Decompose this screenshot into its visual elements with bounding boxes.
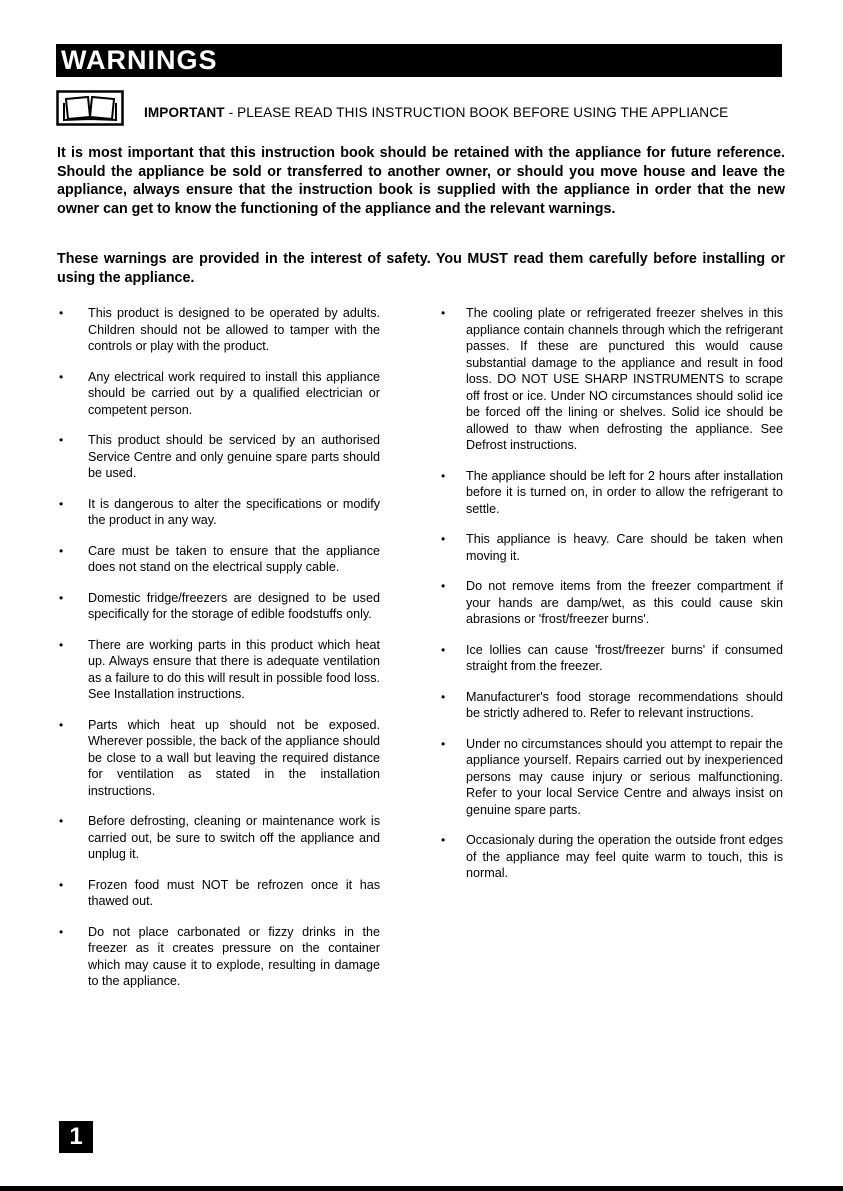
bullet-icon: • (441, 306, 446, 320)
bullet-icon: • (441, 468, 446, 483)
intro-paragraph: It is most important that this instruction book should be retained with the appliance for future reference. Should the appliance be sold or transferred to another owner, or should you move house and leave the appliance, always ensure that the instruction book is supplied with the appliance in order that the new owner can get to know the functioning of the appliance and the relevant warnings. (57, 145, 785, 217)
bullet-icon: • (59, 369, 64, 384)
safety-paragraph: These warnings are provided in the interest of safety. You MUST read them carefully before installing or using the appliance. (57, 251, 785, 286)
warnings-right-column (440, 305, 783, 896)
bullet-icon: • (441, 579, 446, 593)
warning-item (58, 637, 380, 703)
bullet-icon: • (59, 924, 64, 939)
warning-item (58, 432, 380, 482)
warning-item (58, 305, 380, 355)
warning-text: Manufacturer's food storage recommendations should be strictly adhered to. Refer to relevant instructions. (466, 689, 783, 720)
warning-text: Any electrical work required to install this appliance should be carried out by a qualified electrician or competent person. (88, 369, 380, 417)
warning-item (58, 877, 380, 910)
bullet-icon: • (441, 532, 446, 546)
warning-text: There are working parts in this product which heat up. Always ensure that there is adequate ventilation as a failure to do this will result in possible food loss. See Installation instructions. (88, 637, 380, 701)
warnings-banner (56, 44, 782, 77)
warnings-left-column (58, 305, 380, 1004)
warning-item (58, 590, 380, 623)
warning-item (440, 736, 783, 819)
bottom-rule (0, 1186, 843, 1191)
bullet-icon: • (441, 689, 446, 704)
bullet-icon: • (59, 814, 64, 828)
bullet-icon: • (59, 496, 64, 511)
bullet-icon: • (59, 717, 64, 732)
important-line (144, 105, 728, 120)
important-label: IMPORTANT (144, 105, 225, 120)
warning-item (58, 543, 380, 576)
important-notice (56, 90, 796, 126)
warning-item (58, 813, 380, 863)
warning-text: Care must be taken to ensure that the appliance does not stand on the electrical supply cable. (88, 543, 380, 574)
warning-text: This product should be serviced by an authorised Service Centre and only genuine spare parts should be used. (88, 433, 380, 480)
warning-text: Occasionaly during the operation the outside front edges of the appliance may feel quite warm to touch, this is normal. (466, 833, 783, 880)
warning-text: Under no circumstances should you attempt to repair the appliance yourself. Repairs carried out by inexperienced persons may cause injury or serious malfunctioning. Refer to your local Service Centre and always insist on genuine spare parts. (466, 736, 783, 817)
warning-text: Before defrosting, cleaning or maintenance work is carried out, be sure to switch off the appliance and unplug it. (88, 814, 380, 861)
page-number: 1 (59, 1121, 93, 1153)
warning-text: This appliance is heavy. Care should be taken when moving it. (466, 532, 783, 563)
bullet-icon: • (59, 433, 64, 447)
warning-item (440, 578, 783, 628)
bullet-icon: • (59, 590, 64, 605)
warning-text: Do not remove items from the freezer compartment if your hands are damp/wet, as this could cause skin abrasions or 'frost/freezer burns'. (466, 579, 783, 626)
warning-text: The cooling plate or refrigerated freezer shelves in this appliance contain channels through which the refrigerant passes. If these are punctured this would cause substantial damage to the appliance and result in food loss. DO NOT USE SHARP INSTRUMENTS to scrape off frost or ice. Under NO circumstances should solid ice be forced off the lining or shelves. Solid ice should be allowed to thaw when defrosting the appliance. See Defrost instructions. (466, 306, 783, 452)
warning-text: The appliance should be left for 2 hours after installation before it is turned on, in order to allow the refrigerant to settle. (466, 468, 783, 516)
bullet-icon: • (59, 877, 64, 892)
warning-text: This product is designed to be operated by adults. Children should not be allowed to tamper with the controls or play with the product. (88, 306, 380, 353)
warning-item (440, 832, 783, 882)
warning-text: Domestic fridge/freezers are designed to be used specifically for the storage of edible foodstuffs only. (88, 590, 380, 621)
warning-text: It is dangerous to alter the specifications or modify the product in any way. (88, 496, 380, 527)
warning-item (58, 717, 380, 800)
warning-item (58, 496, 380, 529)
important-message: - PLEASE READ THIS INSTRUCTION BOOK BEFORE USING THE APPLIANCE (224, 105, 729, 120)
bullet-icon: • (441, 833, 446, 847)
warning-item (440, 689, 783, 722)
warning-item (440, 468, 783, 518)
warning-item (440, 305, 783, 454)
warning-text: Do not place carbonated or fizzy drinks in the freezer as it creates pressure on the container which may cause it to explode, resulting in damage to the appliance. (88, 924, 380, 988)
bullet-icon: • (59, 543, 64, 558)
bullet-icon: • (441, 642, 446, 657)
book-icon (56, 90, 124, 126)
warning-text: Parts which heat up should not be exposed. Wherever possible, the back of the appliance should be close to a wall but leaving the required distance for ventilation as stated in the installation instructions. (88, 717, 380, 798)
page-title: WARNINGS (61, 45, 218, 75)
warning-item (58, 924, 380, 990)
bullet-icon: • (441, 736, 446, 751)
warning-text: Frozen food must NOT be refrozen once it has thawed out. (88, 877, 380, 908)
bullet-icon: • (59, 637, 64, 652)
warning-item (440, 531, 783, 564)
warning-item (58, 369, 380, 419)
warning-text: Ice lollies can cause 'frost/freezer burns' if consumed straight from the freezer. (466, 642, 783, 673)
warning-item (440, 642, 783, 675)
bullet-icon: • (59, 306, 64, 320)
